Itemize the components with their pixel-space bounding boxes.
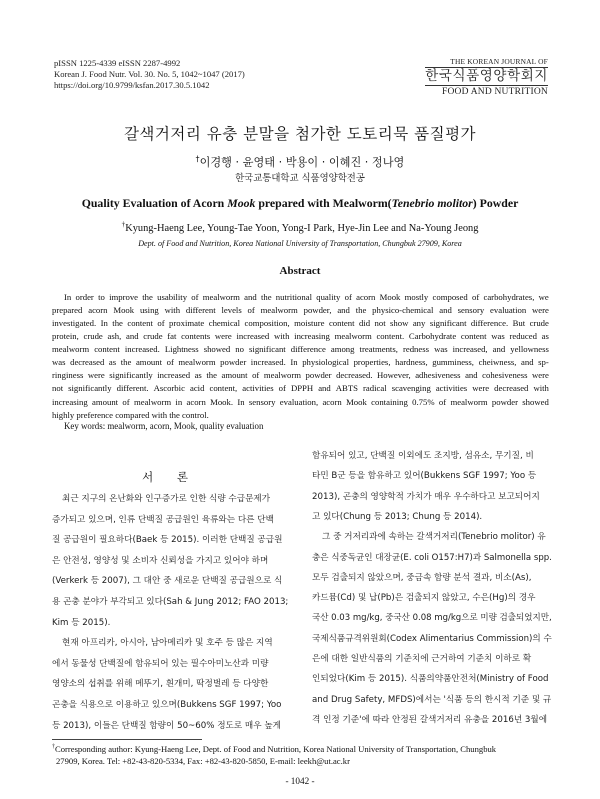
abstract-word: However, xyxy=(377,370,411,381)
abstract-word: physiological xyxy=(302,357,349,368)
abstract-word: mealworm xyxy=(178,357,216,368)
affiliation-english: Dept. of Food and Nutrition, Korea National University of Transportation, Chungbuk 27909, Korea xyxy=(138,239,462,248)
corresponding-mark: † xyxy=(121,220,126,229)
abstract-word: containing xyxy=(371,396,408,407)
abstract-word: ringiness xyxy=(52,370,84,381)
abstract-word: mealworm xyxy=(334,331,372,342)
abstract-word: and xyxy=(337,305,350,316)
abstract-word: contents xyxy=(181,331,211,342)
abstract-line-text: highly preference compared with the control. xyxy=(52,409,209,420)
body-text-line: and Drug Safety, MFDS)에서는 '식품 등의 한시적 기준 및 규 xyxy=(312,694,552,705)
title-en-part: prepared with Mealworm( xyxy=(255,196,392,210)
body-text-line: 충은 식중독균인 대장균(E. coli O157:H7)과 Salmonella spp. xyxy=(312,552,552,563)
body-text-line: 고 있다(Chung 등 2013; Chung 등 2014). xyxy=(312,511,483,522)
abstract-word: evaluation xyxy=(490,305,527,316)
abstract-word: showed xyxy=(522,396,549,407)
title-en-italic-mook: Mook xyxy=(227,196,256,210)
abstract-word: was xyxy=(491,331,505,342)
body-text-line: 질 공급원이 필요하다(Baek 등 2015). 이러한 단백질 공급원 xyxy=(52,535,283,546)
abstract-word: any xyxy=(412,318,426,329)
abstract-word: and xyxy=(439,305,452,316)
abstract-word: show xyxy=(390,318,409,329)
abstract-word: the xyxy=(355,305,367,316)
abstract-word: were xyxy=(472,383,490,394)
abstract-word: DPPH xyxy=(290,383,314,394)
abstract-word: as xyxy=(194,370,202,381)
abstract-word: crude xyxy=(529,318,549,329)
abstract-word: with xyxy=(164,305,181,316)
body-text-line: 영양소의 섭취를 위해 메뚜기, 흰개미, 딱정벌레 등 다양한 xyxy=(52,679,269,690)
abstract-word: redness xyxy=(402,344,430,355)
abstract-word: investigated. xyxy=(52,318,97,329)
abstract-word: in xyxy=(175,396,183,407)
abstract-word: did xyxy=(358,318,371,329)
abstract-word: among xyxy=(330,344,355,355)
abstract-line xyxy=(52,343,549,356)
abstract-heading: Abstract xyxy=(279,265,321,277)
abstract-word: no xyxy=(235,344,244,355)
abstract-word: of xyxy=(252,370,260,381)
abstract-word: properties, xyxy=(353,357,391,368)
body-text-line: 에서 동물성 단백질에 함유되어 있는 필수아미노산과 미량 xyxy=(52,658,269,669)
keywords xyxy=(64,421,263,431)
abstract-word: decreased. xyxy=(336,370,373,381)
abstract-word: were xyxy=(532,370,549,381)
abstract-word: to xyxy=(98,292,105,302)
abstract-line xyxy=(52,369,549,382)
author-names-korean: 이경행 · 윤영태 · 박용이 · 이혜진 · 정나영 xyxy=(199,156,405,169)
abstract-word: usability xyxy=(157,292,188,302)
abstract-word: acid xyxy=(189,383,205,394)
abstract-line xyxy=(52,356,549,369)
abstract-line xyxy=(52,291,549,304)
abstract-word: proximate xyxy=(169,318,205,329)
abstract-word: improve xyxy=(109,292,139,302)
abstract-word: the xyxy=(112,318,123,329)
abstract-word: levels xyxy=(221,305,242,316)
abstract-word: content. xyxy=(376,331,405,342)
journal-rule-bottom xyxy=(425,85,548,86)
abstract-word: the xyxy=(206,370,217,381)
abstract-word: adhesiveness xyxy=(415,370,461,381)
abstract-word: mealworm xyxy=(52,344,90,355)
abstract-word: the xyxy=(120,357,132,368)
body-text-line: (Verkerk 등 2007), 그 대안 중 새로운 단백질 공급원으로 식 xyxy=(52,576,283,587)
section-heading-introduction: 서 론 xyxy=(142,470,198,484)
abstract-word: powder xyxy=(220,357,247,368)
abstract-word: powder xyxy=(491,396,518,407)
abstract-word: acorn xyxy=(322,396,342,407)
abstract-word: physico-chemical xyxy=(372,305,434,316)
abstract-word: of xyxy=(471,292,480,302)
keywords-text: mealworm, acorn, Mook, quality evaluation xyxy=(107,421,264,431)
abstract-word: Mook xyxy=(113,305,135,316)
abstract-word: increased. xyxy=(124,344,160,355)
abstract-word: composition, xyxy=(244,318,290,329)
body-text-line: 타민 B군 등을 함유하고 있어(Bukkens SGF 1997; Yoo 등 xyxy=(312,471,537,482)
abstract-word: and xyxy=(465,370,478,381)
affiliation-korean: 한국교통대학교 식품영양학전공 xyxy=(235,173,365,184)
abstract-word: order xyxy=(75,292,94,302)
body-text-line: 국산 0.03 mg/kg, 중국산 0.08 mg/kg으로 미량 검출되었지만, xyxy=(312,613,552,624)
abstract-word: increased xyxy=(236,331,270,342)
abstract-word: increasing xyxy=(294,331,330,342)
title-en-part: Quality Evaluation of Acorn xyxy=(81,196,228,210)
corresponding-mark: † xyxy=(195,154,200,164)
abstract-word: In xyxy=(64,292,72,302)
abstract-word: mealworm xyxy=(263,370,301,381)
abstract-word: of xyxy=(344,292,352,302)
abstract-word: mealworm xyxy=(260,305,298,316)
abstract-word: Mook. xyxy=(210,396,234,407)
title-en-part: ) Powder xyxy=(472,196,519,210)
abstract-word: and xyxy=(492,344,506,355)
abstract-word: But xyxy=(512,318,526,329)
abstract-word: treatments, xyxy=(359,344,398,355)
abstract-word: acorn xyxy=(88,305,108,316)
abstract-line xyxy=(52,409,549,422)
abstract-word: the xyxy=(142,292,153,302)
abstract-word: not xyxy=(52,383,64,394)
abstract-word: In xyxy=(290,357,298,368)
issn-line: pISSN 1225-4339 eISSN 2287-4992 xyxy=(54,58,181,68)
abstract-word: 0.75% xyxy=(412,396,435,407)
abstract-word: with xyxy=(533,383,549,394)
abstract-word: content, xyxy=(209,383,238,394)
abstract-word: evaluation, xyxy=(279,396,319,407)
abstract-word: not xyxy=(374,318,386,329)
abstract-word: chemical xyxy=(208,318,241,329)
abstract-word: amount xyxy=(135,357,163,368)
abstract-word: significant xyxy=(429,318,467,329)
abstract-word: fat xyxy=(167,331,177,342)
abstract-word: decreased xyxy=(494,383,529,394)
abstract-word: In xyxy=(100,318,108,329)
page-number: - 1042 - xyxy=(285,776,315,786)
abstract-word: and xyxy=(126,331,139,342)
body-text-line: 증가되고 있으며, 인류 단백질 공급원인 육류와는 다른 단백 xyxy=(52,514,274,525)
body-text-line: 은에 대한 일반식품의 기준치에 근거하여 기준치 이하로 확 xyxy=(312,654,532,664)
abstract-word: of xyxy=(247,305,255,316)
abstract-word: and xyxy=(318,383,331,394)
abstract-word: crude xyxy=(83,331,103,342)
abstract-word: as xyxy=(108,357,117,368)
abstract-word: were xyxy=(532,305,549,316)
abstract-word: nutritional xyxy=(275,292,312,302)
footnote-text-1: Corresponding author: Kyung-Haeng Lee, Dept. of Food and Nutrition, Korea National University of Transportation, Chungbuk xyxy=(55,744,497,754)
abstract-word: content xyxy=(94,344,120,355)
abstract-word: and xyxy=(521,357,534,368)
abstract-word: of xyxy=(191,292,199,302)
abstract-word: and xyxy=(244,292,257,302)
authors-english xyxy=(0,220,600,234)
abstract-word: amount xyxy=(92,396,119,407)
abstract-word: different. xyxy=(116,383,149,394)
abstract-word: composed xyxy=(432,292,468,302)
abstract-word: activities xyxy=(242,383,274,394)
abstract-word: sensory xyxy=(457,305,485,316)
body-text-line: 카드뮴(Cd) 및 납(Pb)은 검출되지 않았고, 수은(Hg)의 경우 xyxy=(312,593,536,604)
abstract-word: moisture xyxy=(294,318,325,329)
body-text-line: 인되었다(Kim 등 2015). 식품의약품안전처(Ministry of Food xyxy=(312,674,549,685)
body-text-line: 은 안전성, 영양성 및 소비자 신뢰성을 가지고 있어야 하며 xyxy=(52,555,269,566)
footnote xyxy=(52,743,552,767)
body-text-line: Kim 등 2015). xyxy=(52,617,111,628)
abstract-word: Mook xyxy=(379,292,401,302)
abstract-word: we xyxy=(538,292,549,302)
abstract-word: of xyxy=(157,318,165,329)
paper-title-english xyxy=(0,196,600,211)
abstract-word: scavenging xyxy=(391,383,431,394)
authors-korean xyxy=(0,154,600,170)
abstract-word: was xyxy=(434,344,448,355)
abstract-word: In xyxy=(237,396,245,407)
abstract-word: significantly xyxy=(68,383,112,394)
abstract-word: of xyxy=(278,383,286,394)
abstract-word: ABTS xyxy=(335,383,358,394)
author-names-english: Kyung-Haeng Lee, Young-Tae Yoon, Yong-I Park, Hye-Jin Lee and Na-Young Jeong xyxy=(125,223,479,234)
abstract-word: Lightness xyxy=(164,344,199,355)
abstract-word: powder xyxy=(305,370,332,381)
body-text-line: 곤충을 식용으로 이용하고 있으며(Bukkens SGF 1997; Yoo xyxy=(52,700,282,710)
abstract-line xyxy=(52,396,549,409)
abstract-word: increasing xyxy=(52,396,88,407)
abstract-word: gumminess, xyxy=(432,357,474,368)
abstract-word: were xyxy=(214,331,232,342)
footnote-line-2: 27909, Korea. Tel: +82-43-820-5334, Fax: +82-43-820-5850, E-mail: leekh@ut.ac.kr xyxy=(56,756,350,766)
abstract-word: Mook xyxy=(346,396,367,407)
abstract-word: decreased xyxy=(70,357,105,368)
abstract-word: content xyxy=(127,318,153,329)
body-text-line: 국제식품규격위원회(Codex Alimentarius Commission)의 수 xyxy=(312,633,552,644)
abstract-word: amount xyxy=(221,370,248,381)
citation-line: Korean J. Food Nutr. Vol. 30. No. 5, 1042~1047 (2017) xyxy=(54,69,245,79)
abstract-word: of xyxy=(438,396,447,407)
abstract-word: prepared xyxy=(52,305,83,316)
footnote-mark: † xyxy=(52,744,56,751)
abstract-word: activities xyxy=(435,383,468,394)
abstract-word: mostly xyxy=(404,292,429,302)
journal-name-en-bottom: FOOD AND NUTRITION xyxy=(442,87,548,97)
abstract-word: carbohydrates, xyxy=(483,292,535,302)
abstract-word: mealworm xyxy=(133,396,172,407)
body-text-line: 함유되어 있고, 단백질 이외에도 조지방, 섬유소, 무기질, 비 xyxy=(312,451,534,461)
abstract-word: significantly xyxy=(109,370,153,381)
abstract-word: with xyxy=(273,331,290,342)
doi-line: https://doi.org/10.9799/ksfan.2017.30.5.1042 xyxy=(54,80,210,90)
abstract-word: different xyxy=(185,305,216,316)
abstract-word: cheiwness, xyxy=(478,357,517,368)
body-text-line: 최근 지구의 온난화와 인구증가로 인한 식량 수급문제가 xyxy=(62,494,271,504)
abstract-line xyxy=(52,317,549,330)
abstract-word: sensory xyxy=(248,396,276,407)
footnote-line-1 xyxy=(52,743,552,755)
abstract-word: increased. xyxy=(250,357,286,368)
abstract-word: using xyxy=(139,305,159,316)
abstract-word: difference xyxy=(290,344,326,355)
abstract-word: sp- xyxy=(538,357,549,368)
abstract-line xyxy=(52,382,549,395)
abstract-word: the xyxy=(260,292,272,302)
abstract-word: Carbohydrate xyxy=(408,331,457,342)
paper-title-korean: 갈색거저리 유충 분말을 첨가한 도토리묵 품질평가 xyxy=(123,125,477,143)
abstract-word: increased xyxy=(157,370,191,381)
abstract-word: ash, xyxy=(107,331,122,342)
abstract-word: mealworm xyxy=(450,396,488,407)
title-en-italic-species: Tenebrio molitor xyxy=(391,196,473,210)
abstract-word: difference. xyxy=(470,318,509,329)
body-text-line: 격 인정 기준'에 따라 안정된 갈색거저리 유충을 2016년 3월에 xyxy=(312,714,548,725)
journal-name-en-top: THE KOREAN JOURNAL OF xyxy=(450,57,548,66)
body-text-line: 등 2013), 이들은 단백질 함량이 50~60% 정도로 매우 높게 xyxy=(52,720,282,731)
footnote-divider xyxy=(52,739,202,740)
abstract-word: of xyxy=(122,396,130,407)
body-text-line: 2013), 곤충의 영양학적 가치가 매우 우수하다고 보고되어지 xyxy=(312,491,540,502)
abstract-body xyxy=(52,291,549,422)
abstract-word: cohesiveness xyxy=(482,370,528,381)
abstract-word: Ascorbic xyxy=(153,383,185,394)
journal-logo xyxy=(425,57,548,97)
abstract-line xyxy=(52,330,549,343)
abstract-word: acorn xyxy=(186,396,206,407)
header-meta xyxy=(54,58,245,91)
abstract-line xyxy=(52,304,549,317)
abstract-word: yellowness xyxy=(510,344,549,355)
abstract-word: crude xyxy=(143,331,163,342)
abstract-word: quality xyxy=(316,292,341,302)
abstract-word: showed xyxy=(203,344,231,355)
abstract-word: hardness, xyxy=(395,357,428,368)
abstract-word: increased, xyxy=(452,344,488,355)
body-text-line: 현재 아프리카, 아시아, 남아메리카 및 호주 등 많은 지역 xyxy=(62,638,273,649)
abstract-word: mealworm xyxy=(202,292,240,302)
abstract-word: were xyxy=(87,370,105,381)
body-text-line: 그 중 거저리과에 속하는 갈색거저리(Tenebrio molitor) 유 xyxy=(322,532,546,543)
abstract-word: as xyxy=(541,331,549,342)
abstract-word: acorn xyxy=(356,292,376,302)
body-text-line: 모두 검출되지 않았으며, 중금속 함량 분석 결과, 비소(As), xyxy=(312,572,532,583)
body-text-line: 용 곤충 분야가 부각되고 있다(Sah & Jung 2012; FAO 2013; xyxy=(52,597,289,607)
abstract-word: powder, xyxy=(303,305,332,316)
abstract-word: was xyxy=(52,357,66,368)
abstract-word: content xyxy=(328,318,355,329)
abstract-word: significant xyxy=(249,344,286,355)
abstract-word: content xyxy=(460,331,487,342)
abstract-word: radical xyxy=(363,383,387,394)
keywords-label: Key words: xyxy=(64,421,106,431)
journal-name-ko: 한국식품영양학회지 xyxy=(425,68,548,84)
abstract-word: of xyxy=(166,357,174,368)
abstract-word: protein, xyxy=(52,331,79,342)
abstract-word: reduced xyxy=(509,331,537,342)
